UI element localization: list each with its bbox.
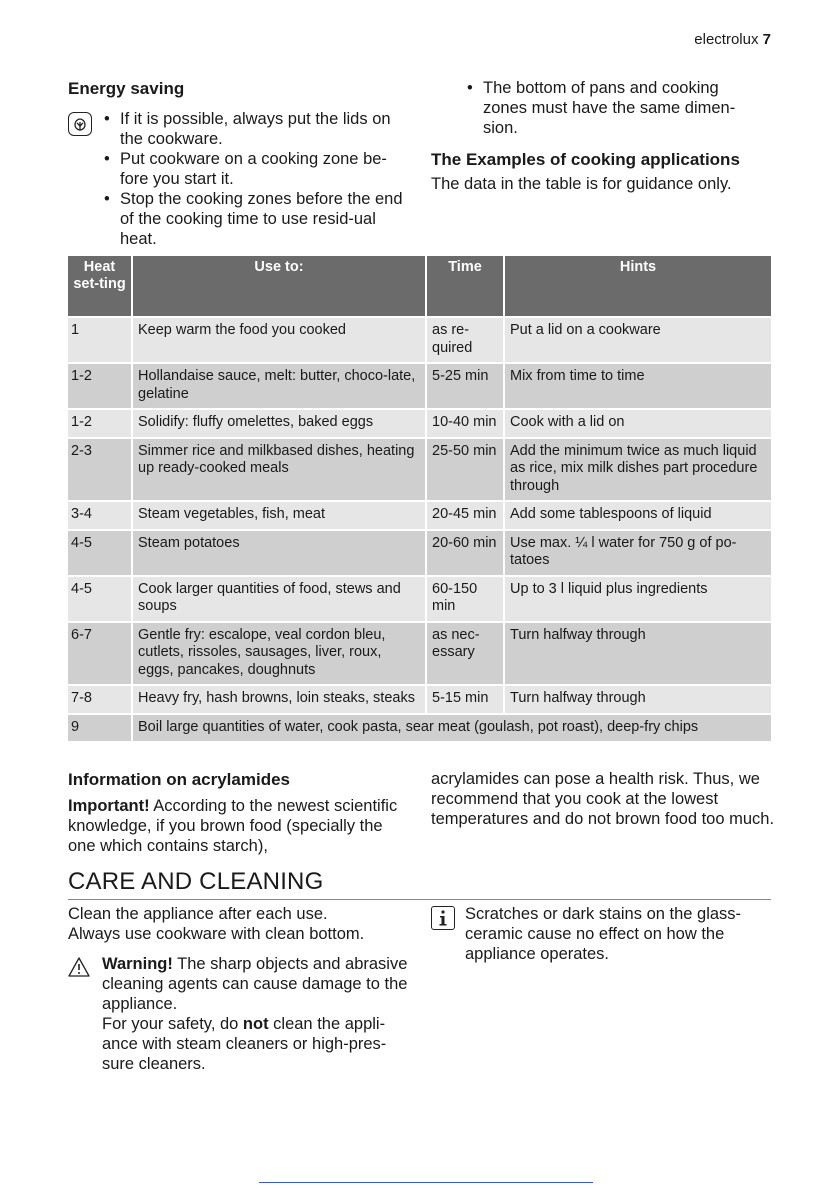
eco-leaf-icon — [68, 112, 92, 136]
examples-title: The Examples of cooking applications — [431, 150, 740, 169]
hints-cell: Cook with a lid on — [504, 409, 771, 438]
care-line-1: Clean the appliance after each use. — [68, 905, 328, 923]
table-row — [68, 438, 771, 502]
list-item: • Stop the cooking zones before the end of the cooking time to use resid-ual heat. — [102, 189, 412, 249]
list-item: • The bottom of pans and cooking zones must have the same dimen-sion. — [465, 78, 765, 138]
table-row — [68, 622, 771, 686]
time-cell: 20-60 min — [426, 530, 504, 576]
use-cell: Steam vegetables, fish, meat — [132, 501, 426, 530]
hints-cell: Up to 3 l liquid plus ingredients — [504, 576, 771, 622]
safety-text — [102, 1014, 412, 1074]
time-cell: as nec-essary — [426, 622, 504, 686]
heat-cell: 4-5 — [68, 530, 132, 576]
table-row — [68, 530, 771, 576]
acrylamides-section — [68, 769, 413, 856]
footer-link-line — [259, 1182, 593, 1183]
care-intro — [68, 904, 413, 944]
use-cell: Heavy fry, hash browns, loin steaks, steaks — [132, 685, 426, 714]
hints-cell: Put a lid on a cookware — [504, 317, 771, 363]
examples-text: The data in the table is for guidance only. — [431, 175, 732, 193]
energy-saving-section — [68, 78, 413, 105]
table-row — [68, 714, 771, 742]
use-cell: Keep warm the food you cooked — [132, 317, 426, 363]
hints-cell: Turn halfway through — [504, 685, 771, 714]
heat-cell: 6-7 — [68, 622, 132, 686]
energy-bullets — [102, 109, 412, 249]
column-header: Use to: — [132, 255, 426, 317]
energy-saving-title: Energy saving — [68, 79, 185, 98]
heat-cell: 1-2 — [68, 409, 132, 438]
heat-cell: 9 — [68, 714, 132, 742]
time-cell: 20-45 min — [426, 501, 504, 530]
table-row — [68, 685, 771, 714]
hints-cell: Turn halfway through — [504, 622, 771, 686]
table-row — [68, 363, 771, 409]
time-cell: 60-150 min — [426, 576, 504, 622]
examples-section — [431, 149, 776, 194]
acrylamides-right-text: acrylamides can pose a health risk. Thus, we recommend that you cook at the lowest temperatures and do not brown food too much. — [431, 770, 775, 828]
use-cell: Gentle fry: escalope, veal cordon bleu, cutlets, rissoles, sausages, liver, roux, eggs, pancakes, doughnuts — [132, 622, 426, 686]
use-cell: Solidify: fluffy omelettes, baked eggs — [132, 409, 426, 438]
info-icon — [431, 906, 455, 930]
heat-cell: 1-2 — [68, 363, 132, 409]
time-cell: 5-15 min — [426, 685, 504, 714]
use-cell: Cook larger quantities of food, stews and soups — [132, 576, 426, 622]
hints-cell: Add some tablespoons of liquid — [504, 501, 771, 530]
column-header: Time — [426, 255, 504, 317]
warning-label: Warning! — [102, 955, 173, 973]
acrylamides-title: Information on acrylamides — [68, 770, 290, 789]
acrylamides-left-text — [68, 796, 413, 856]
heat-cell: 4-5 — [68, 576, 132, 622]
use-cell: Hollandaise sauce, melt: butter, choco-late, gelatine — [132, 363, 426, 409]
time-cell: 25-50 min — [426, 438, 504, 502]
heat-cell: 1 — [68, 317, 132, 363]
table-row — [68, 409, 771, 438]
cooking-table — [68, 254, 771, 741]
heat-cell: 7-8 — [68, 685, 132, 714]
table-row — [68, 317, 771, 363]
hints-cell: Use max. ¼ l water for 750 g of po-tatoes — [504, 530, 771, 576]
warning-icon — [68, 957, 90, 982]
table-row — [68, 501, 771, 530]
list-item: • If it is possible, always put the lids on the cookware. — [102, 109, 412, 149]
safety-bold: not — [242, 1015, 269, 1033]
hints-cell: Add the minimum twice as much liquid as rice, mix milk dishes part procedure through — [504, 438, 771, 502]
acrylamides-body: According to the newest scientific knowledge, if you brown food (specially the one which contains starch), — [68, 797, 398, 855]
list-item: • Put cookware on a cooking zone be-fore you start it. — [102, 149, 412, 189]
warning-block — [102, 954, 412, 1074]
important-label: Important! — [68, 797, 150, 815]
page-number: 7 — [762, 31, 771, 48]
brand-name: electrolux — [694, 31, 759, 48]
energy-bullets-right — [465, 78, 765, 138]
use-cell: Simmer rice and milkbased dishes, heating up ready-cooked meals — [132, 438, 426, 502]
safety-post: clean the appli-ance with steam cleaners or high-pres-sure cleaners. — [102, 1015, 387, 1073]
use-cell: Steam potatoes — [132, 530, 426, 576]
column-header: Hints — [504, 255, 771, 317]
heat-cell: 2-3 — [68, 438, 132, 502]
info-text: Scratches or dark stains on the glass-ceramic cause no effect on how the appliance operates. — [465, 905, 742, 963]
time-cell: as re-quired — [426, 317, 504, 363]
safety-pre: For your safety, do — [102, 1015, 243, 1033]
warning-text — [102, 954, 412, 1014]
table-row — [68, 576, 771, 622]
heat-cell: 3-4 — [68, 501, 132, 530]
use-cell: Boil large quantities of water, cook pasta, sear meat (goulash, pot roast), deep-fry chips — [132, 714, 771, 742]
column-header: Heat set-ting — [68, 255, 132, 317]
time-cell: 10-40 min — [426, 409, 504, 438]
hints-cell: Mix from time to time — [504, 363, 771, 409]
section-divider — [68, 899, 771, 900]
page-header — [694, 31, 771, 48]
care-line-2: Always use cookware with clean bottom. — [68, 925, 365, 943]
care-cleaning-title: CARE AND CLEANING — [68, 868, 324, 895]
warning-body: The sharp objects and abrasive cleaning agents can cause damage to the appliance. — [102, 955, 408, 1013]
time-cell: 5-25 min — [426, 363, 504, 409]
